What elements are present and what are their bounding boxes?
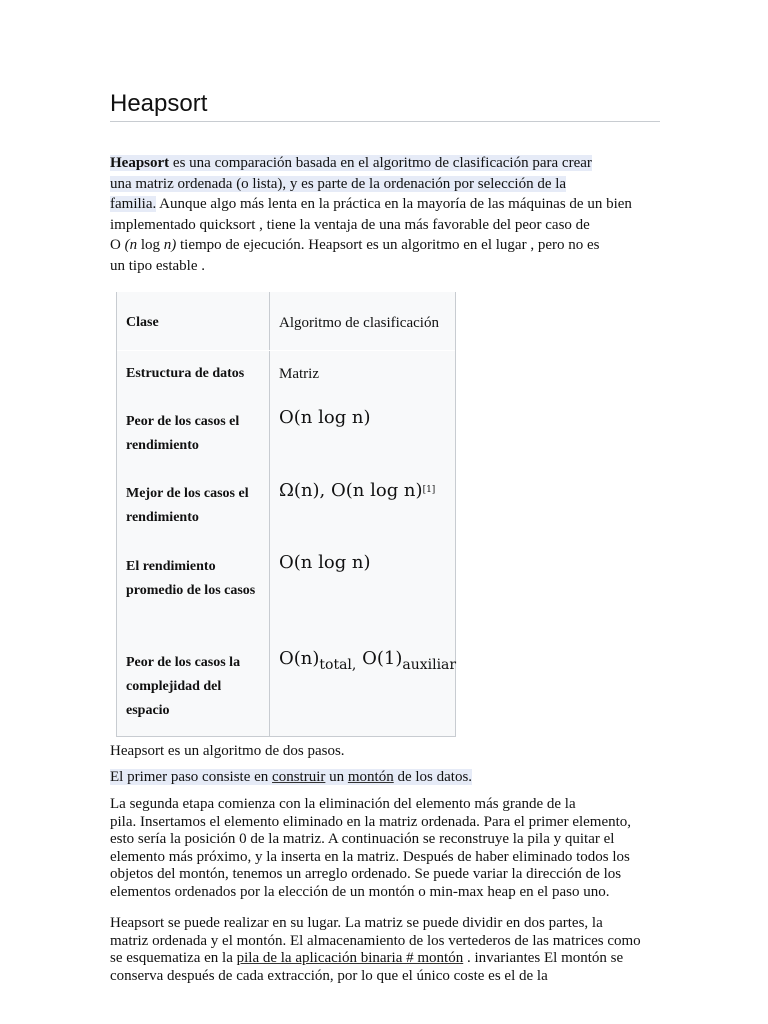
link-construir[interactable]: construir xyxy=(272,769,326,785)
intro-line-3: familia. Aunque algo más lenta en la práctica en la mayoría de las máquinas de un bien xyxy=(110,196,632,212)
infobox-row-space: Peor de los casos la complejidad del espacio $O(n)_{total,}$ $O(1)_{auxiliar}$ xyxy=(126,648,457,718)
paragraph-two-steps: Heapsort es un algoritmo de dos pasos. xyxy=(110,743,345,759)
link-binary-heap[interactable]: pila de la aplicación binaria # montón xyxy=(236,950,464,966)
intro-line-4: implementado quicksort , tiene la ventaja de una más favorable del peor caso de xyxy=(110,216,590,233)
infobox-row-best-time: Mejor de los casos el rendimiento Ω(n), O(n log n)[1] xyxy=(126,480,436,525)
infobox-row-data-structure: Estructura de datos Matriz xyxy=(117,350,455,401)
average-time-formula: O(n log n) xyxy=(279,552,371,573)
paragraph-in-place: Heapsort se puede realizar en su lugar. La matriz se puede dividir en dos partes, la matriz ordenada y el montón. El almacenamiento de los vertederos de las matrices como se esquematiza en la pila de la aplicación binaria # montón . invariantes El montón se conserva después de cada extracción, por lo que el único coste es el de la xyxy=(110,915,641,984)
best-time-formula: Ω(n), O(n log n)[1] xyxy=(279,480,436,501)
link-familia[interactable]: familia. xyxy=(110,196,157,212)
infobox-row-average-time: El rendimiento promedio de los casos O(n log n) xyxy=(126,552,371,598)
reference-1[interactable]: [1] xyxy=(422,485,436,495)
space-formula: $O(n)_{total,}$ $O(1)_{auxiliar}$ xyxy=(279,648,457,673)
intro-paragraph xyxy=(110,153,660,276)
intro-term: Heapsort xyxy=(110,155,170,171)
intro-line-2: una matriz ordenada (o lista), y es parte de la ordenación por selección de la xyxy=(110,175,567,192)
intro-line-5: O (n log n) tiempo de ejecución. Heapsort es un algoritmo en el lugar , pero no es xyxy=(110,237,600,253)
paragraph-second-step: La segunda etapa comienza con la eliminación del elemento más grande de la pila. Insertamos el elemento eliminado en la matriz ordenada. Para el primer elemento, esto sería la posición 0 de la matriz. A continuación se reconstruye la pila y quitar el elemento más próximo, y la inserta en la matriz. Después de haber eliminado todos los objetos del montón, tenemos un arreglo ordenado. Se puede variar la dirección de los elementos ordenados por la elección de un montón o min-max heap en el paso uno. xyxy=(110,796,632,900)
infobox-row-worst-time: Peor de los casos el rendimiento O(n log n) xyxy=(126,407,371,453)
intro-line-6: un tipo estable . xyxy=(110,257,205,274)
link-monton[interactable]: montón xyxy=(347,769,394,785)
worst-time-formula: O(n log n) xyxy=(279,407,371,428)
infobox-row-class: Clase Algoritmo de clasificación xyxy=(126,315,439,331)
paragraph-first-step: El primer paso consiste en construir un montón de los datos. xyxy=(110,769,473,785)
intro-line-1: Heapsort es una comparación basada en el algoritmo de clasificación para crear xyxy=(110,155,592,171)
page-title: Heapsort xyxy=(110,88,660,122)
infobox xyxy=(116,292,456,737)
